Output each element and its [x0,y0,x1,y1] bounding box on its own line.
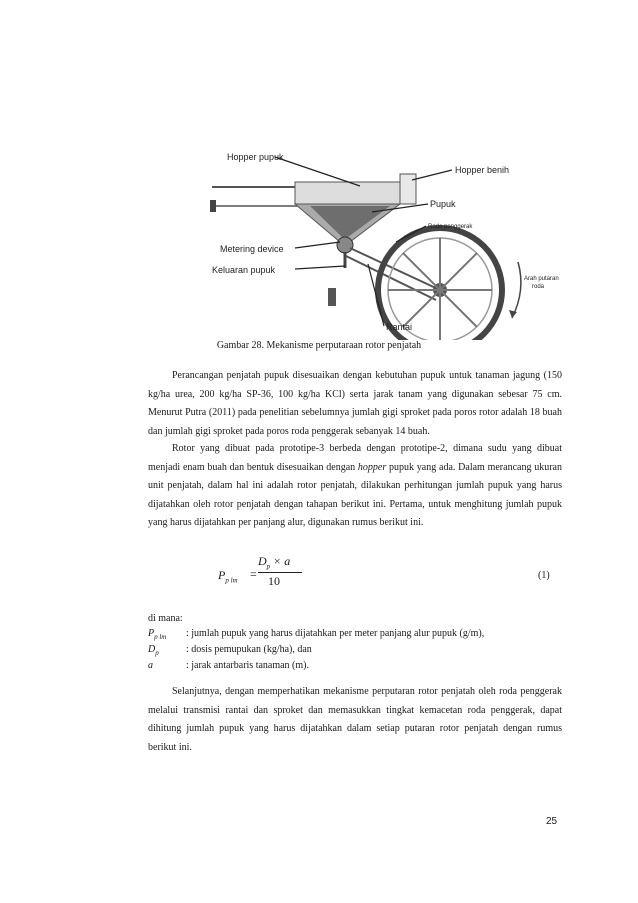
equation-num-D: D [258,554,267,568]
page-number: 25 [546,816,558,827]
equation-denominator: 10 [268,574,280,588]
arrow-keluaran-pupuk [295,266,345,269]
definition-list [148,628,484,676]
label-hopper-pupuk: Hopper pupuk [227,152,284,162]
definition-text: : dosis pemupukan (kg/ha), dan [186,644,312,655]
definition-row [148,644,484,660]
paragraph-3: Selanjutnya, dengan memperhatikan mekanisme perputaran rotor penjatah oleh roda penggerak melalui transmisi rantai dan sproket dan memasukkan tingkat kemacetan roda penggerak, dapat dihitung jumlah pupuk yang harus dijatahkan dalam setiap putaran rotor penjatah dengan rumus berikut ini. [148,686,562,753]
label-metering-device: Metering device [220,244,284,254]
definition-symbol [148,628,186,644]
equation-num-rest: × a [270,554,291,568]
label-roda: roda [532,284,545,290]
frame-bracket [210,200,216,212]
paragraph-2-part-1: Rotor yang dibuat pada prototipe-3 berbeda dengan prototipe-2, dimana sudu yang dibuat menjadi enam buah dan bentuk disesuaikan dengan [148,443,562,473]
definition-text: : jarak antarbaris tanaman (m). [186,660,309,671]
label-hopper-benih: Hopper benih [455,165,510,175]
metering-rotor [337,237,353,253]
definition-row [148,660,484,676]
paragraph-2-italic: hopper [357,461,387,473]
label-roda-penggerak: Roda penggerak [428,224,473,230]
fraction-bar [258,572,302,573]
equation-numerator [258,554,290,570]
label-rantai: Rantai [386,322,413,332]
figure-caption: Gambar 28. Mekanisme perputaraan rotor penjatah [216,340,422,351]
definition-symbol-sub: p lm [154,633,167,641]
definition-symbol [148,660,186,676]
definition-symbol-main: P [148,628,155,639]
label-arah-putaran: Arah putaran [524,276,559,282]
paragraph-1: Perancangan penjatah pupuk disesuaikan dengan kebutuhan pupuk untuk tanaman jagung (150 kg/ha urea, 200 kg/ha SP-36, 100 kg/ha KCl) serta jarak tanam yang digunakan sebesar 75 cm. Menurut Putra (2011) pada penelitian sebelumnya jumlah gigi sproket pada poros rotor adalah 18 buah dan jumlah gigi sproket pada poros roda penggerak sebanyak 14 buah. [148,370,562,437]
chain-upper [350,248,440,290]
equation-num-sub: p [266,562,271,571]
planter-diagram [200,140,570,340]
label-keluaran-pupuk: Keluaran pupuk [212,265,276,275]
frame-foot [328,288,336,306]
definition-symbol [148,644,186,660]
where-label: di mana: [148,613,183,624]
hopper-body [295,182,400,204]
arrow-metering-device [295,242,340,248]
paragraph-2 [148,440,562,533]
equation-number: (1) [538,570,550,581]
definition-symbol-main: a [148,660,153,671]
definition-symbol-sub: p [155,649,159,657]
equation-1 [218,554,338,596]
chain-lower [346,256,436,300]
arrow-roda-penggerak [396,226,426,242]
arrow-hopper-benih [412,170,452,180]
paragraph-2-part-2: pupuk yang ada. Dalam merancang ukuran unit penjatah, dalam hal ini adalah rotor penjatah, dilakukan perhitungan jumlah pupuk yang harus dijatahkan oleh rotor penjatah dengan tahapan berikut ini. Pertama, untuk menghitung jumlah pupuk yang harus dijatahkan per panjang alur, digunakan rumus berikut ini. [148,461,562,528]
equation-lhs-sub: p lm [225,576,238,585]
rotation-arc [512,262,521,318]
label-pupuk: Pupuk [430,199,456,209]
equation-lhs-symbol: P [218,568,226,582]
hopper-benih-shape [400,174,416,204]
figure-metering-mechanism [200,140,570,340]
definition-text: : jumlah pupuk yang harus dijatahkan per meter panjang alur pupuk (g/m), [186,628,485,639]
equation-equals: = [250,567,257,581]
equation-lhs [218,568,238,584]
definition-symbol-main: D [148,644,156,655]
definition-row [148,628,484,644]
